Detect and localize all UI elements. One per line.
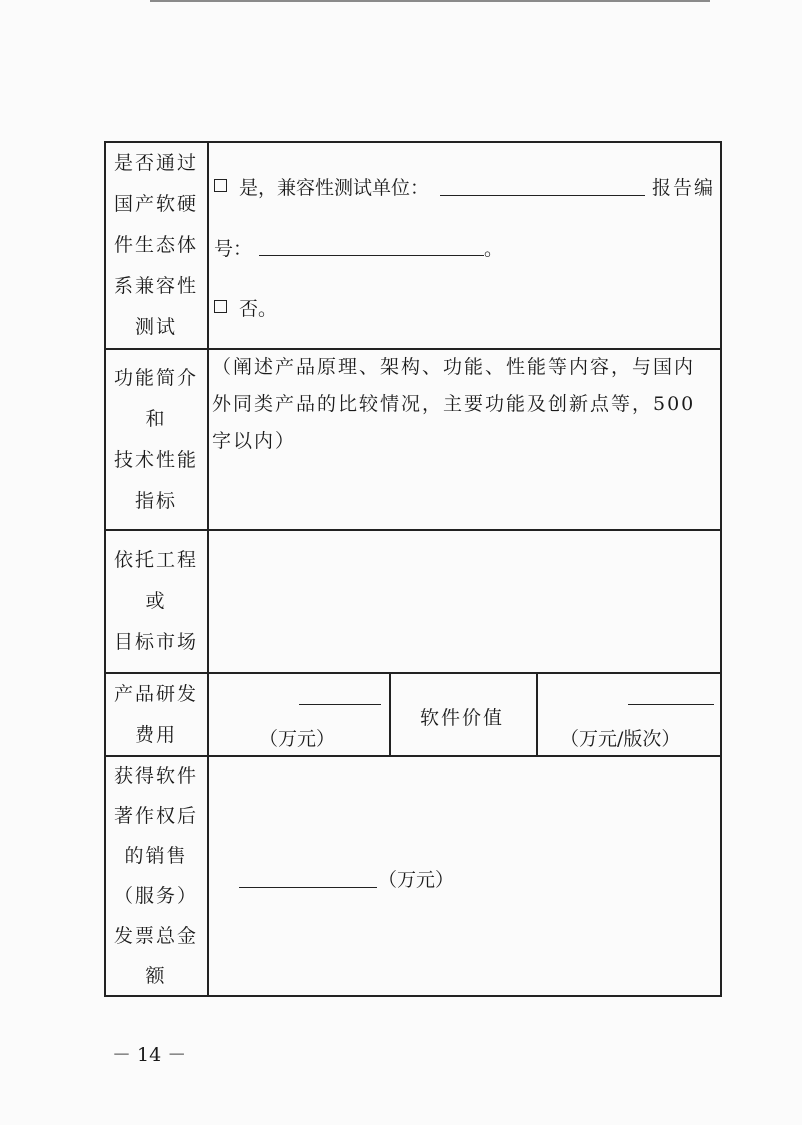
application-form-table xyxy=(104,141,722,997)
function-intro-label: 功能简介 和 技术性能 指标 xyxy=(113,366,198,512)
compat-yes-option: 是，兼容性测试单位： xyxy=(214,173,429,200)
function-intro-hint[interactable]: （阐述产品原理、架构、功能、性能等内容，与国内 外同类产品的比较情况，主要功能及创新点等，500 字以内） xyxy=(212,356,696,452)
software-value-field[interactable] xyxy=(628,704,714,705)
no-checkbox[interactable] xyxy=(214,300,227,313)
test-unit-field[interactable] xyxy=(440,195,645,196)
report-label: 报告编 xyxy=(652,177,716,199)
rd-cost-unit: （万元） xyxy=(259,728,336,750)
report-number-label: 号： xyxy=(214,238,253,260)
sales-amount-field[interactable] xyxy=(239,887,377,888)
scan-top-edge xyxy=(150,0,710,2)
page-number: － 14 － xyxy=(112,1044,187,1066)
yes-checkbox[interactable] xyxy=(214,179,227,192)
sentence-period: 。 xyxy=(484,238,504,260)
compat-no-option: 否。 xyxy=(214,294,277,321)
rd-cost-field[interactable] xyxy=(299,704,381,705)
sales-amount-label: 获得软件 著作权后 的销售 （服务） 发票总金 额 xyxy=(113,764,198,988)
report-number-field[interactable] xyxy=(259,255,484,256)
compat-test-label: 是否通过 国产软硬 件生态体 系兼容性 测试 xyxy=(113,151,198,338)
target-market-field[interactable] xyxy=(210,532,718,671)
software-value-label: 软件价值 xyxy=(420,707,505,729)
rd-cost-label: 产品研发 费用 xyxy=(113,682,198,746)
software-value-unit: （万元/版次） xyxy=(560,728,681,750)
target-market-label: 依托工程 或 目标市场 xyxy=(113,549,198,653)
sales-amount-unit: （万元） xyxy=(378,869,455,891)
